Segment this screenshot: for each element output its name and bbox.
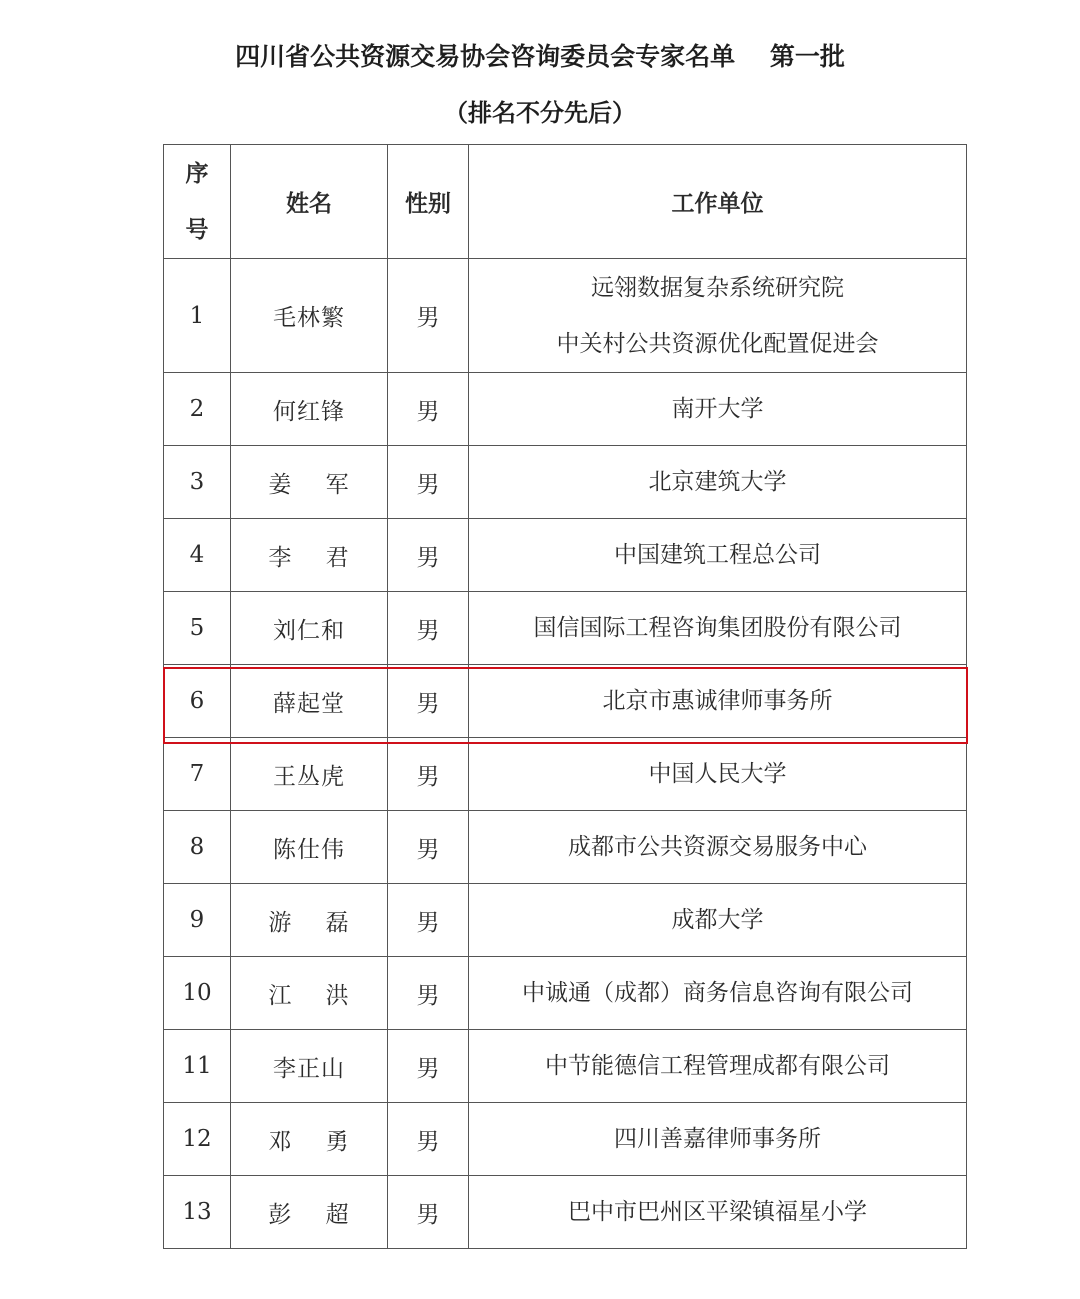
organization-line: 中节能德信工程管理成都有限公司 (545, 1053, 890, 1079)
table-row (164, 738, 967, 811)
cell-organization (469, 519, 967, 592)
organization-line: 南开大学 (671, 396, 764, 422)
table-row (164, 811, 967, 884)
cell-name: 何红锋 (231, 373, 388, 446)
cell-gender: 男 (388, 957, 469, 1030)
organization-line: 远翎数据复杂系统研究院 (591, 274, 844, 301)
organization-line: 中诚通（成都）商务信息咨询有限公司 (522, 980, 913, 1006)
table-header-row (164, 145, 967, 259)
cell-gender: 男 (388, 1176, 469, 1249)
header-serial-number (164, 145, 231, 259)
organization-line: 北京市惠诚律师事务所 (602, 688, 833, 714)
cell-serial-number: 2 (164, 373, 231, 446)
cell-gender: 男 (388, 446, 469, 519)
table-body (164, 259, 967, 1249)
cell-gender: 男 (388, 738, 469, 811)
table-row (164, 592, 967, 665)
cell-name: 姜 军 (231, 446, 388, 519)
cell-organization (469, 738, 967, 811)
cell-organization (469, 957, 967, 1030)
cell-organization (469, 1030, 967, 1103)
cell-serial-number: 6 (164, 665, 231, 738)
table-row (164, 665, 967, 738)
organization-line: 中国建筑工程总公司 (614, 542, 821, 568)
organization-line: 成都大学 (671, 907, 764, 933)
cell-gender: 男 (388, 811, 469, 884)
cell-name: 陈仕伟 (231, 811, 388, 884)
header-serial-number-line1: 序 (185, 160, 209, 187)
cell-organization (469, 592, 967, 665)
cell-serial-number: 11 (164, 1030, 231, 1103)
table-row (164, 259, 967, 373)
header-serial-number-line2: 号 (185, 216, 209, 243)
cell-name: 毛林繁 (231, 259, 388, 373)
organization-line: 中国人民大学 (648, 761, 787, 787)
cell-name: 彭 超 (231, 1176, 388, 1249)
header-name: 姓名 (231, 145, 388, 259)
organization-line: 北京建筑大学 (648, 469, 787, 495)
cell-organization (469, 1176, 967, 1249)
organization-line: 国信国际工程咨询集团股份有限公司 (533, 615, 902, 641)
cell-organization (469, 259, 967, 373)
organization-line: 巴中市巴州区平梁镇福星小学 (568, 1199, 867, 1225)
cell-organization (469, 884, 967, 957)
cell-gender: 男 (388, 259, 469, 373)
cell-name: 李正山 (231, 1030, 388, 1103)
cell-serial-number: 9 (164, 884, 231, 957)
cell-serial-number: 7 (164, 738, 231, 811)
cell-gender: 男 (388, 1030, 469, 1103)
cell-gender: 男 (388, 1103, 469, 1176)
cell-name: 王丛虎 (231, 738, 388, 811)
cell-gender: 男 (388, 592, 469, 665)
expert-roster-table (163, 144, 967, 1249)
organization-line: 中关村公共资源优化配置促进会 (556, 330, 879, 357)
cell-name: 薛起堂 (231, 665, 388, 738)
cell-organization (469, 373, 967, 446)
cell-serial-number: 13 (164, 1176, 231, 1249)
cell-serial-number: 12 (164, 1103, 231, 1176)
table-row (164, 1103, 967, 1176)
table-row (164, 446, 967, 519)
cell-serial-number: 5 (164, 592, 231, 665)
cell-gender: 男 (388, 519, 469, 592)
header-organization: 工作单位 (469, 145, 967, 259)
cell-name: 游 磊 (231, 884, 388, 957)
cell-organization (469, 811, 967, 884)
cell-name: 李 君 (231, 519, 388, 592)
cell-gender: 男 (388, 373, 469, 446)
document-subtitle: （排名不分先后） (444, 99, 636, 127)
cell-name: 刘仁和 (231, 592, 388, 665)
cell-name: 江 洪 (231, 957, 388, 1030)
header-gender: 性别 (388, 145, 469, 259)
table-row (164, 519, 967, 592)
organization-line: 四川善嘉律师事务所 (614, 1126, 821, 1152)
cell-gender: 男 (388, 884, 469, 957)
document-title: 四川省公共资源交易协会咨询委员会专家名单 第一批 (235, 42, 845, 71)
cell-serial-number: 10 (164, 957, 231, 1030)
table-row (164, 884, 967, 957)
cell-organization (469, 665, 967, 738)
cell-serial-number: 3 (164, 446, 231, 519)
cell-serial-number: 1 (164, 259, 231, 373)
table-row (164, 1030, 967, 1103)
table-row (164, 373, 967, 446)
cell-name: 邓 勇 (231, 1103, 388, 1176)
cell-gender: 男 (388, 665, 469, 738)
table-row (164, 957, 967, 1030)
cell-serial-number: 4 (164, 519, 231, 592)
table-row (164, 1176, 967, 1249)
cell-organization (469, 1103, 967, 1176)
cell-serial-number: 8 (164, 811, 231, 884)
organization-line: 成都市公共资源交易服务中心 (568, 834, 867, 860)
cell-organization (469, 446, 967, 519)
